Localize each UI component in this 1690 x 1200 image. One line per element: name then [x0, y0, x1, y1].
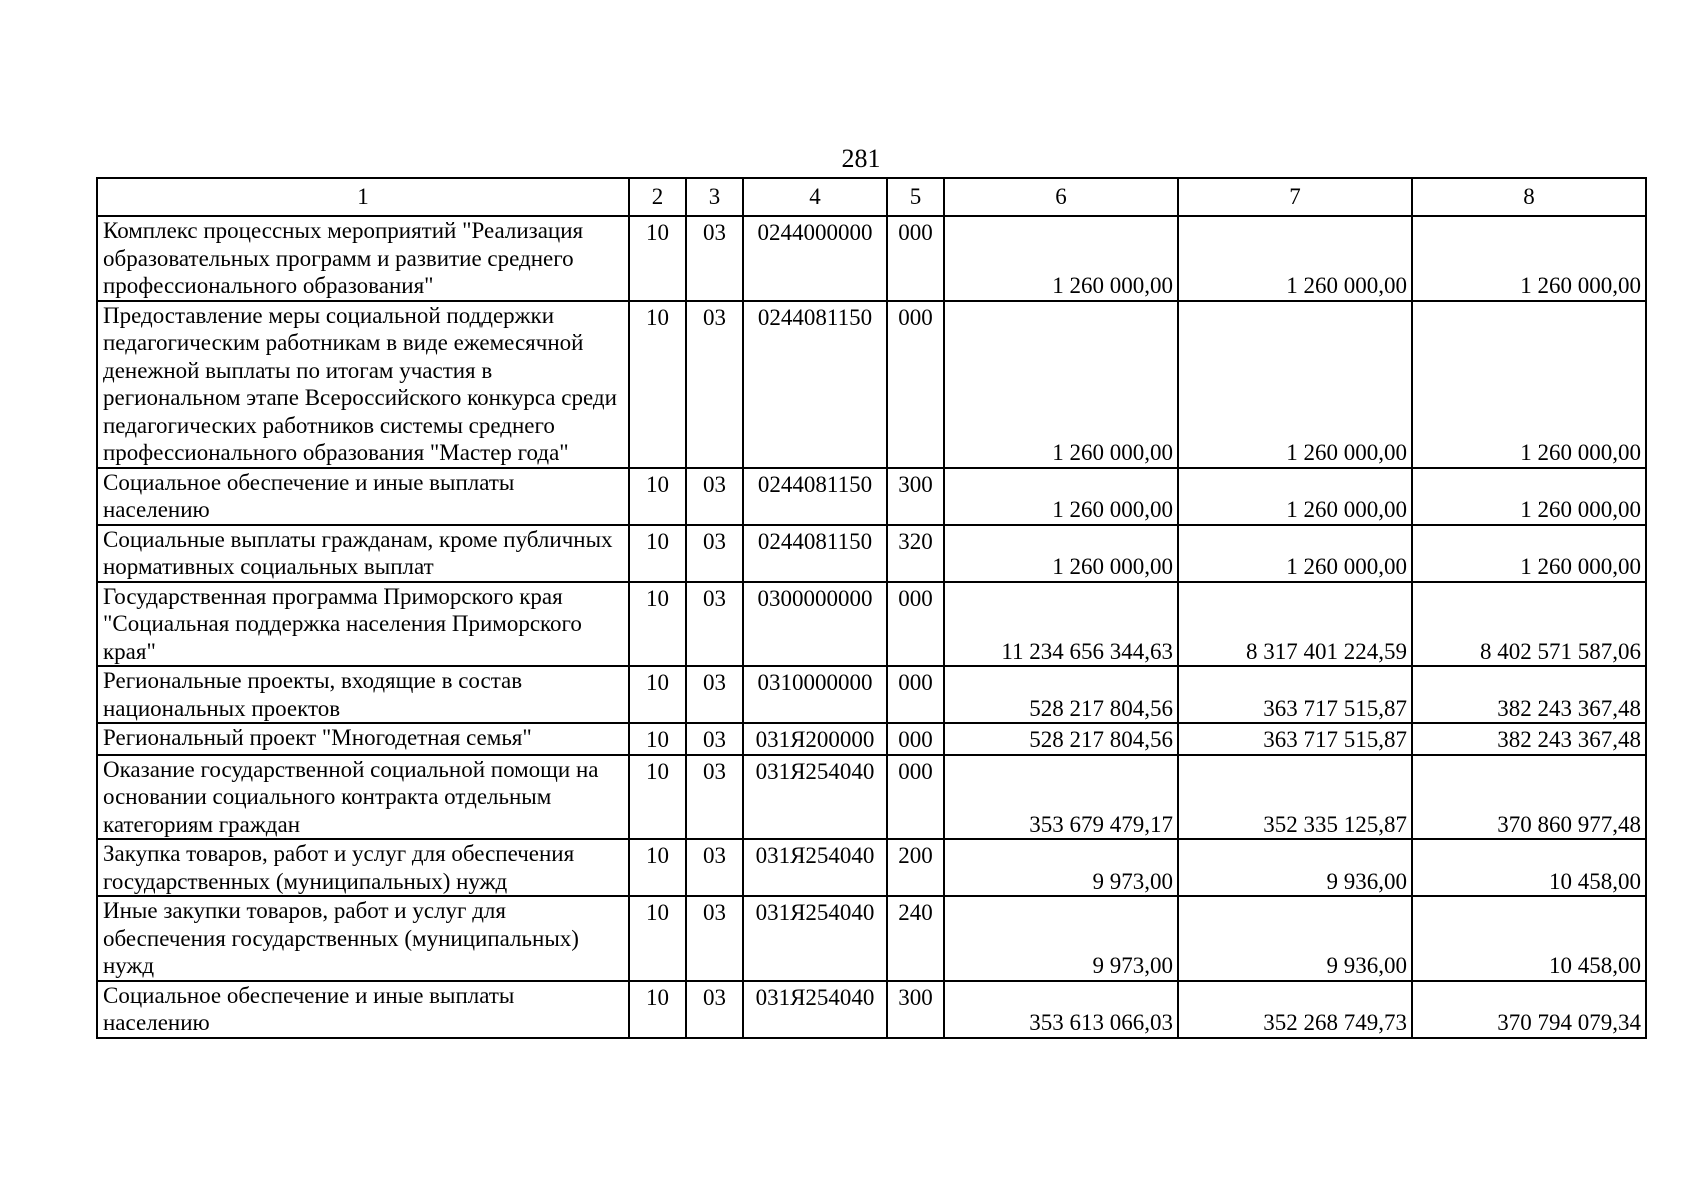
amount-col8-cell: 1 260 000,00: [1412, 216, 1646, 301]
expense-type-cell: 000: [887, 582, 944, 667]
amount-col8-cell: 10 458,00: [1412, 896, 1646, 981]
row-name-cell: Региональные проекты, входящие в состав национальных проектов: [97, 666, 629, 723]
target-article-cell: 0310000000: [743, 666, 887, 723]
section-code-cell: 10: [629, 525, 686, 582]
amount-col6-cell: 1 260 000,00: [944, 216, 1178, 301]
amount-col8-cell: 382 243 367,48: [1412, 723, 1646, 755]
expense-type-cell: 000: [887, 216, 944, 301]
subsection-code-cell: 03: [686, 582, 743, 667]
target-article-cell: 0244000000: [743, 216, 887, 301]
target-article-cell: 031Я254040: [743, 755, 887, 840]
amount-col7-cell: 1 260 000,00: [1178, 468, 1412, 525]
table-row: [97, 755, 1646, 840]
target-article-cell: 031Я254040: [743, 896, 887, 981]
subsection-code-cell: 03: [686, 981, 743, 1038]
table-row: [97, 839, 1646, 896]
section-code-cell: 10: [629, 981, 686, 1038]
target-article-cell: 031Я254040: [743, 981, 887, 1038]
row-name-cell: Предоставление меры социальной поддержки педагогическим работникам в виде ежемесячной денежной выплаты по итогам участия в региональном этапе Всероссийского конкурса среди педагогических работников системы среднего профессионального образования "Мастер года": [97, 301, 629, 468]
row-name-cell: Закупка товаров, работ и услуг для обеспечения государственных (муниципальных) нужд: [97, 839, 629, 896]
subsection-code-cell: 03: [686, 896, 743, 981]
amount-col6-cell: 528 217 804,56: [944, 723, 1178, 755]
column-header-4: 4: [743, 178, 887, 216]
amount-col8-cell: 10 458,00: [1412, 839, 1646, 896]
row-name-cell: Социальные выплаты гражданам, кроме публичных нормативных социальных выплат: [97, 525, 629, 582]
amount-col6-cell: 9 973,00: [944, 839, 1178, 896]
subsection-code-cell: 03: [686, 755, 743, 840]
amount-col6-cell: 353 613 066,03: [944, 981, 1178, 1038]
section-code-cell: 10: [629, 301, 686, 468]
expense-type-cell: 300: [887, 468, 944, 525]
subsection-code-cell: 03: [686, 468, 743, 525]
section-code-cell: 10: [629, 216, 686, 301]
expense-type-cell: 000: [887, 301, 944, 468]
table-row: [97, 723, 1646, 755]
expense-type-cell: 000: [887, 755, 944, 840]
row-name-cell: Социальное обеспечение и иные выплаты населению: [97, 981, 629, 1038]
subsection-code-cell: 03: [686, 666, 743, 723]
header-row: [97, 178, 1646, 216]
target-article-cell: 031Я200000: [743, 723, 887, 755]
table-row: [97, 666, 1646, 723]
amount-col6-cell: 1 260 000,00: [944, 468, 1178, 525]
section-code-cell: 10: [629, 896, 686, 981]
amount-col7-cell: 1 260 000,00: [1178, 301, 1412, 468]
subsection-code-cell: 03: [686, 839, 743, 896]
section-code-cell: 10: [629, 839, 686, 896]
column-header-5: 5: [887, 178, 944, 216]
budget-table: [96, 177, 1647, 1039]
target-article-cell: 0244081150: [743, 525, 887, 582]
subsection-code-cell: 03: [686, 216, 743, 301]
subsection-code-cell: 03: [686, 723, 743, 755]
amount-col6-cell: 1 260 000,00: [944, 301, 1178, 468]
section-code-cell: 10: [629, 723, 686, 755]
table-row: [97, 582, 1646, 667]
table-row: [97, 896, 1646, 981]
row-name-cell: Комплекс процессных мероприятий "Реализация образовательных программ и развитие среднего профессионального образования": [97, 216, 629, 301]
amount-col7-cell: 1 260 000,00: [1178, 525, 1412, 582]
target-article-cell: 0244081150: [743, 301, 887, 468]
section-code-cell: 10: [629, 666, 686, 723]
amount-col6-cell: 528 217 804,56: [944, 666, 1178, 723]
column-header-3: 3: [686, 178, 743, 216]
amount-col8-cell: 1 260 000,00: [1412, 525, 1646, 582]
amount-col6-cell: 9 973,00: [944, 896, 1178, 981]
amount-col6-cell: 1 260 000,00: [944, 525, 1178, 582]
row-name-cell: Оказание государственной социальной помощи на основании социального контракта отдельным категориям граждан: [97, 755, 629, 840]
amount-col8-cell: 1 260 000,00: [1412, 301, 1646, 468]
expense-type-cell: 000: [887, 666, 944, 723]
amount-col8-cell: 370 860 977,48: [1412, 755, 1646, 840]
amount-col7-cell: 363 717 515,87: [1178, 723, 1412, 755]
page-number: 281: [841, 144, 881, 173]
expense-type-cell: 320: [887, 525, 944, 582]
section-code-cell: 10: [629, 468, 686, 525]
table-body: [97, 216, 1646, 1038]
amount-col6-cell: 11 234 656 344,63: [944, 582, 1178, 667]
target-article-cell: 031Я254040: [743, 839, 887, 896]
table-row: [97, 216, 1646, 301]
section-code-cell: 10: [629, 755, 686, 840]
amount-col7-cell: 1 260 000,00: [1178, 216, 1412, 301]
column-header-8: 8: [1412, 178, 1646, 216]
column-header-1: 1: [97, 178, 629, 216]
table-row: [97, 981, 1646, 1038]
amount-col8-cell: 370 794 079,34: [1412, 981, 1646, 1038]
column-header-6: 6: [944, 178, 1178, 216]
expense-type-cell: 300: [887, 981, 944, 1038]
column-header-2: 2: [629, 178, 686, 216]
row-name-cell: Региональный проект "Многодетная семья": [97, 723, 629, 755]
amount-col7-cell: 363 717 515,87: [1178, 666, 1412, 723]
amount-col8-cell: 1 260 000,00: [1412, 468, 1646, 525]
expense-type-cell: 240: [887, 896, 944, 981]
target-article-cell: 0244081150: [743, 468, 887, 525]
column-header-7: 7: [1178, 178, 1412, 216]
row-name-cell: Государственная программа Приморского края "Социальная поддержка населения Приморского края": [97, 582, 629, 667]
amount-col6-cell: 353 679 479,17: [944, 755, 1178, 840]
table-row: [97, 525, 1646, 582]
amount-col7-cell: 9 936,00: [1178, 839, 1412, 896]
amount-col7-cell: 8 317 401 224,59: [1178, 582, 1412, 667]
amount-col8-cell: 8 402 571 587,06: [1412, 582, 1646, 667]
row-name-cell: Социальное обеспечение и иные выплаты населению: [97, 468, 629, 525]
row-name-cell: Иные закупки товаров, работ и услуг для обеспечения государственных (муниципальных) нужд: [97, 896, 629, 981]
table-row: [97, 468, 1646, 525]
amount-col7-cell: 352 335 125,87: [1178, 755, 1412, 840]
table-row: [97, 301, 1646, 468]
expense-type-cell: 200: [887, 839, 944, 896]
section-code-cell: 10: [629, 582, 686, 667]
amount-col7-cell: 9 936,00: [1178, 896, 1412, 981]
target-article-cell: 0300000000: [743, 582, 887, 667]
expense-type-cell: 000: [887, 723, 944, 755]
subsection-code-cell: 03: [686, 301, 743, 468]
subsection-code-cell: 03: [686, 525, 743, 582]
amount-col8-cell: 382 243 367,48: [1412, 666, 1646, 723]
amount-col7-cell: 352 268 749,73: [1178, 981, 1412, 1038]
